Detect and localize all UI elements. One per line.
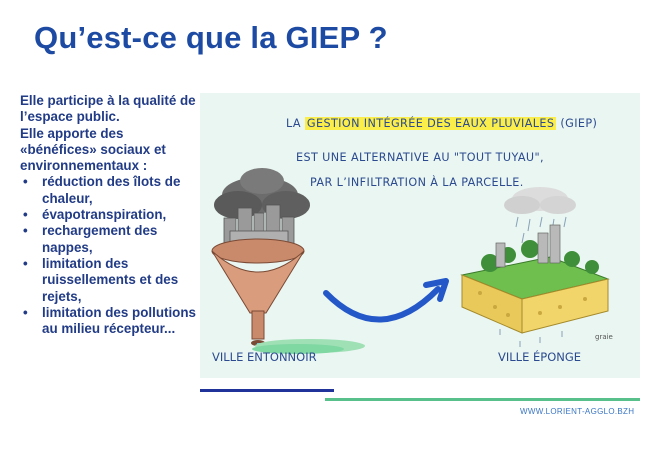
footer-url[interactable]: WWW.LORIENT-AGGLO.BZH bbox=[520, 407, 635, 416]
illustration-heading-line3: PAR L’INFILTRATION À LA PARCELLE. bbox=[310, 176, 524, 189]
giep-illustration bbox=[200, 93, 640, 378]
pollution-cloud bbox=[214, 168, 310, 219]
illustration-drawing bbox=[200, 93, 640, 378]
label-ville-entonnoir: VILLE ENTONNOIR bbox=[212, 350, 317, 364]
page-title: Qu’est-ce que la GIEP ? bbox=[34, 20, 388, 55]
list-item: • limitation des ruissellements et des rejets, bbox=[20, 256, 202, 305]
heading-highlight: GESTION INTÉGRÉE DES EAUX PLUVIALES bbox=[306, 117, 555, 130]
decorative-bar-green bbox=[325, 398, 640, 401]
benefits-list bbox=[20, 174, 202, 337]
illustration-heading-line1 bbox=[286, 117, 597, 130]
transition-arrow bbox=[326, 281, 446, 320]
decorative-bar-blue bbox=[200, 389, 334, 392]
sponge-city bbox=[462, 225, 608, 347]
intro-paragraph-2: Elle apporte des «bénéfices» sociaux et environnementaux : bbox=[20, 125, 166, 174]
intro-paragraph-1: Elle participe à la qualité de l’espace public. bbox=[20, 93, 196, 125]
illustration-heading-line2: EST UNE ALTERNATIVE AU "TOUT TUYAU", bbox=[296, 151, 545, 164]
heading-prefix: LA bbox=[286, 117, 305, 130]
benefits-text bbox=[20, 93, 202, 337]
funnel bbox=[212, 239, 304, 346]
list-item: • rechargement des nappes, bbox=[20, 223, 202, 256]
list-item: • réduction des îlots de chaleur, bbox=[20, 174, 202, 207]
label-ville-eponge: VILLE ÉPONGE bbox=[498, 350, 582, 364]
heading-suffix: (GIEP) bbox=[556, 117, 598, 130]
list-item: • évapotranspiration, bbox=[20, 207, 202, 223]
list-item: • limitation des pollutions au milieu récepteur... bbox=[20, 305, 202, 338]
illustration-credit: graie bbox=[595, 333, 613, 341]
